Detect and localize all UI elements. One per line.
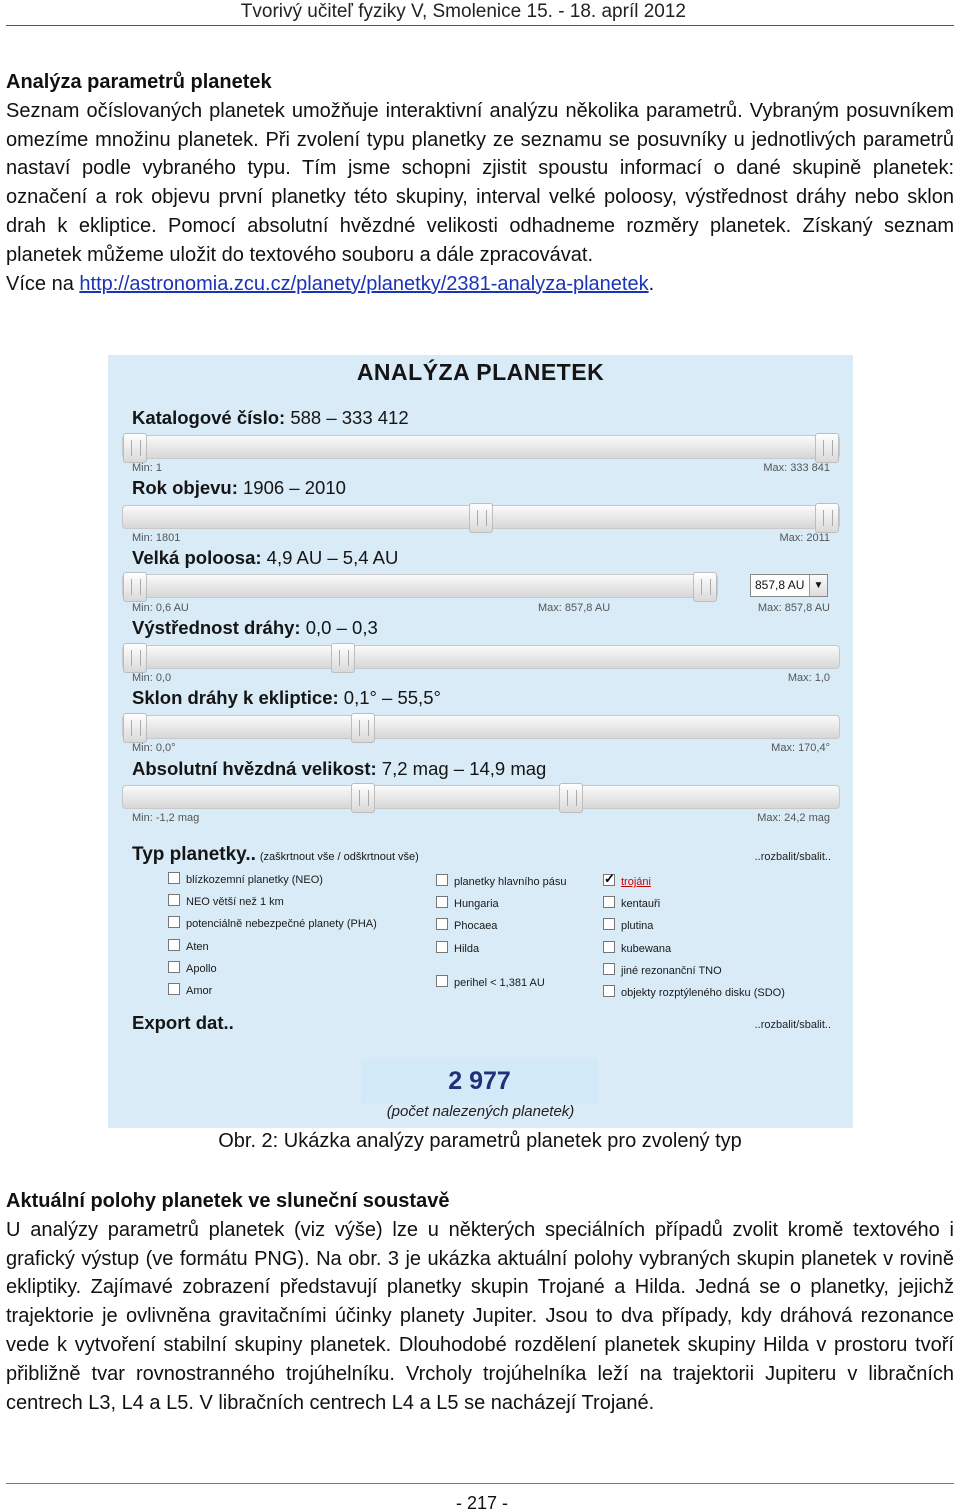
slider-handle-high[interactable] (815, 433, 839, 463)
param-label-inclination (132, 687, 441, 709)
type-label: Apollo (186, 962, 217, 975)
page-header (6, 0, 954, 26)
type-checkbox[interactable] (436, 876, 567, 888)
type-label: perihel < 1,381 AU (454, 976, 545, 989)
param-name: Velká poloosa: (132, 547, 262, 568)
type-checkbox[interactable] (603, 898, 660, 910)
type-label: Amor (186, 985, 213, 997)
param-label-catalog (132, 407, 409, 429)
checkbox-icon[interactable] (436, 896, 448, 908)
param-label-magnitude (132, 758, 546, 780)
type-checkbox[interactable] (436, 898, 499, 910)
catalog-slider[interactable] (122, 435, 840, 459)
inclination-slider[interactable] (122, 715, 840, 739)
semimajor-max-select[interactable] (750, 574, 828, 597)
header-text: Tvorivý učiteľ fyziky V, Smolenice 15. - 18. apríl 2012 (240, 1, 686, 22)
type-checkbox[interactable] (603, 920, 653, 932)
analysis-figure (108, 355, 853, 1128)
slider-min: Min: 1 (132, 462, 162, 474)
eccentricity-slider[interactable] (122, 645, 840, 669)
section-title: Analýza parametrů planetek (6, 71, 272, 93)
type-label: kubewana (621, 942, 672, 955)
export-title[interactable]: Export dat.. (132, 1012, 234, 1033)
type-checkbox[interactable] (603, 876, 651, 888)
slider-min: Min: -1,2 mag (132, 812, 200, 824)
param-name: Rok objevu: (132, 477, 238, 498)
section-analysis (6, 68, 954, 298)
checkbox-icon[interactable] (436, 975, 448, 987)
type-checkbox[interactable] (168, 941, 209, 953)
section-body: Seznam očíslovaných planetek umožňuje interaktivní analýzu několika parametrů. Vybraným posuvníkem omezíme množinu planetek. Při zvolení typu planetky ze seznamu se posuvníky u jednotlivých parametrů nastaví podle vybraného typu. Tím jsme schopni zjistit spoustu informací o dané skupině planetek: označení a rok objevu první planetky této skupiny, interval velké poloosy, výstřednost dráhy nebo sklon drah k ekliptice. Pomocí absolutní hvězdné velikosti odhadneme rozměry planetek. Získaný seznam planetek můžeme uložit do textového souboru a dále zpracovávat. (6, 99, 954, 266)
slider-handle-low[interactable] (123, 572, 147, 602)
type-checkbox[interactable] (168, 874, 323, 886)
figure-title: ANALÝZA PLANETEK (356, 359, 605, 385)
type-label: jiné rezonanční TNO (621, 964, 722, 977)
param-label-eccentricity (132, 617, 378, 639)
param-value: 7,2 mag – 14,9 mag (376, 758, 547, 779)
type-label: planetky hlavního pásu (454, 876, 567, 888)
slider-handle-high[interactable] (331, 643, 355, 673)
export-expand-toggle[interactable]: ..rozbalit/sbalit.. (754, 1019, 831, 1031)
checkbox-icon[interactable] (168, 894, 180, 906)
checkbox-icon[interactable] (436, 874, 448, 886)
slider-max: Max: 1,0 (787, 672, 830, 684)
slider-min: Min: 0,0 (132, 672, 172, 684)
type-checkbox[interactable] (436, 943, 479, 955)
param-name: Sklon dráhy k ekliptice: (132, 687, 339, 708)
param-value: 0,0 – 0,3 (300, 617, 378, 638)
astronomia-link[interactable]: http://astronomia.zcu.cz/planety/planetky/2381-analyza-planetek (79, 272, 649, 295)
type-checkbox[interactable] (603, 987, 785, 999)
checkbox-icon[interactable] (603, 941, 615, 953)
type-checkbox[interactable] (603, 965, 722, 977)
slider-handle-high[interactable] (559, 783, 583, 813)
type-checkbox[interactable] (436, 920, 497, 932)
param-name: Katalogové číslo: (132, 407, 286, 428)
param-label-year (132, 477, 346, 499)
result-count: 2 977 (361, 1059, 598, 1103)
slider-max: Max: 857,8 AU (538, 602, 611, 614)
section-title: Aktuální polohy planetek ve sluneční soustavě (6, 1190, 450, 1212)
checkbox-icon[interactable] (603, 963, 615, 975)
param-value: 4,9 AU – 5,4 AU (261, 547, 399, 568)
slider-min: Min: 1801 (132, 532, 181, 544)
checkbox-icon[interactable] (603, 918, 615, 930)
year-slider[interactable] (122, 505, 840, 529)
page-number: - 217 - (456, 1493, 509, 1512)
param-label-semimajor (132, 547, 398, 569)
checkbox-icon[interactable] (436, 918, 448, 930)
checkbox-icon[interactable] (603, 985, 615, 997)
type-checkbox[interactable] (168, 985, 212, 997)
type-label: Hilda (454, 942, 480, 955)
slider-handle-low[interactable] (123, 713, 147, 743)
type-label: Hungaria (454, 898, 499, 911)
types-title (132, 844, 419, 866)
type-label: plutina (621, 920, 654, 933)
slider-max: Max: 24,2 mag (757, 812, 830, 824)
checkbox-icon[interactable] (168, 916, 180, 928)
param-value: 0,1° – 55,5° (338, 687, 441, 708)
types-title-text: Typ planetky.. (132, 844, 256, 865)
semimajor-slider[interactable] (122, 574, 718, 598)
chevron-down-icon: ▼ (809, 575, 827, 596)
type-label: blízkozemní planetky (NEO) (186, 874, 323, 886)
slider-max: Max: 333 841 (763, 462, 830, 474)
types-expand-toggle[interactable]: ..rozbalit/sbalit.. (754, 851, 831, 863)
figure-caption: Obr. 2: Ukázka analýzy parametrů planetek pro zvolený typ (218, 1130, 742, 1152)
checkbox-icon[interactable] (168, 939, 180, 951)
slider-handle-low[interactable] (351, 783, 375, 813)
type-checkbox[interactable] (168, 918, 377, 930)
type-label: Aten (186, 940, 209, 953)
magnitude-slider[interactable] (122, 785, 840, 809)
type-label: trojáni (621, 876, 651, 888)
slider-handle-high[interactable] (815, 503, 839, 533)
slider-max: Max: 170,4° (771, 742, 830, 754)
slider-handle-low[interactable] (123, 643, 147, 673)
section-positions (6, 1187, 954, 1417)
slider-handle-high[interactable] (351, 713, 375, 743)
param-name: Absolutní hvězdná velikost: (132, 758, 377, 779)
slider-max: Max: 2011 (779, 532, 830, 544)
param-name: Výstřednost dráhy: (132, 617, 301, 638)
slider-handle-high[interactable] (693, 572, 717, 602)
checkbox-icon[interactable] (168, 872, 180, 884)
checkbox-icon[interactable] (168, 983, 180, 995)
checkbox-icon[interactable] (603, 874, 615, 886)
checkbox-icon[interactable] (603, 896, 615, 908)
slider-handle-low[interactable] (123, 433, 147, 463)
param-value: 588 – 333 412 (285, 407, 409, 428)
type-label: kentauři (621, 898, 661, 911)
slider-min: Min: 0,6 AU (132, 602, 189, 614)
checkbox-icon[interactable] (436, 941, 448, 953)
more-suffix: . (648, 272, 655, 295)
select-max: Max: 857,8 AU (757, 602, 830, 614)
page-footer (6, 1483, 954, 1512)
slider-min: Min: 0,0° (132, 742, 176, 754)
result-count-caption: (počet nalezených planetek) (386, 1103, 575, 1120)
select-value: 857,8 AU (755, 578, 805, 592)
type-checkbox[interactable] (168, 896, 284, 908)
more-prefix: Více na (6, 272, 80, 295)
checkbox-icon[interactable] (168, 961, 180, 973)
slider-handle-low[interactable] (469, 503, 493, 533)
type-checkbox[interactable] (168, 963, 217, 975)
section-body: U analýzy parametrů planetek (viz výše) lze u některých speciálních případů zvolit kromě textového i grafický výstup (ve formátu PNG). Na obr. 3 je ukázka aktuální polohy vybraných skupin planetek v rovině ekliptiky. Zajímavé zobrazení představují planetky skupin Trojané a Hilda. Jedná se o planetky, jejichž trajektorie je ovlivněna gravitačními účinky planety Jupiter. Jsou to dva případy, kdy dráhová rezonance vede k vytvoření stabilní skupiny planetek. Dlouhodobé rozdělení planetek skupiny Hilda v prostoru tvoří přibližně tvar rovnostranného trojúhelníku. Vrcholy trojúhelníka leží na trajektorii Jupiteru v libračních centrech L3, L4 a L5. V libračních centrech L4 a L5 se nacházejí Trojané. (6, 1218, 954, 1414)
type-checkbox[interactable] (603, 943, 671, 955)
type-label: NEO větší než 1 km (186, 896, 284, 909)
type-checkbox[interactable] (436, 977, 545, 989)
type-label: Phocaea (454, 920, 498, 933)
type-label: potenciálně nebezpečné planety (PHA) (186, 918, 377, 931)
param-value: 1906 – 2010 (237, 477, 346, 498)
type-label: objekty rozptýleného disku (SDO) (621, 987, 785, 999)
select-all-toggle[interactable]: (zaškrtnout vše / odškrtnout vše) (259, 851, 419, 863)
more-info (6, 270, 954, 299)
